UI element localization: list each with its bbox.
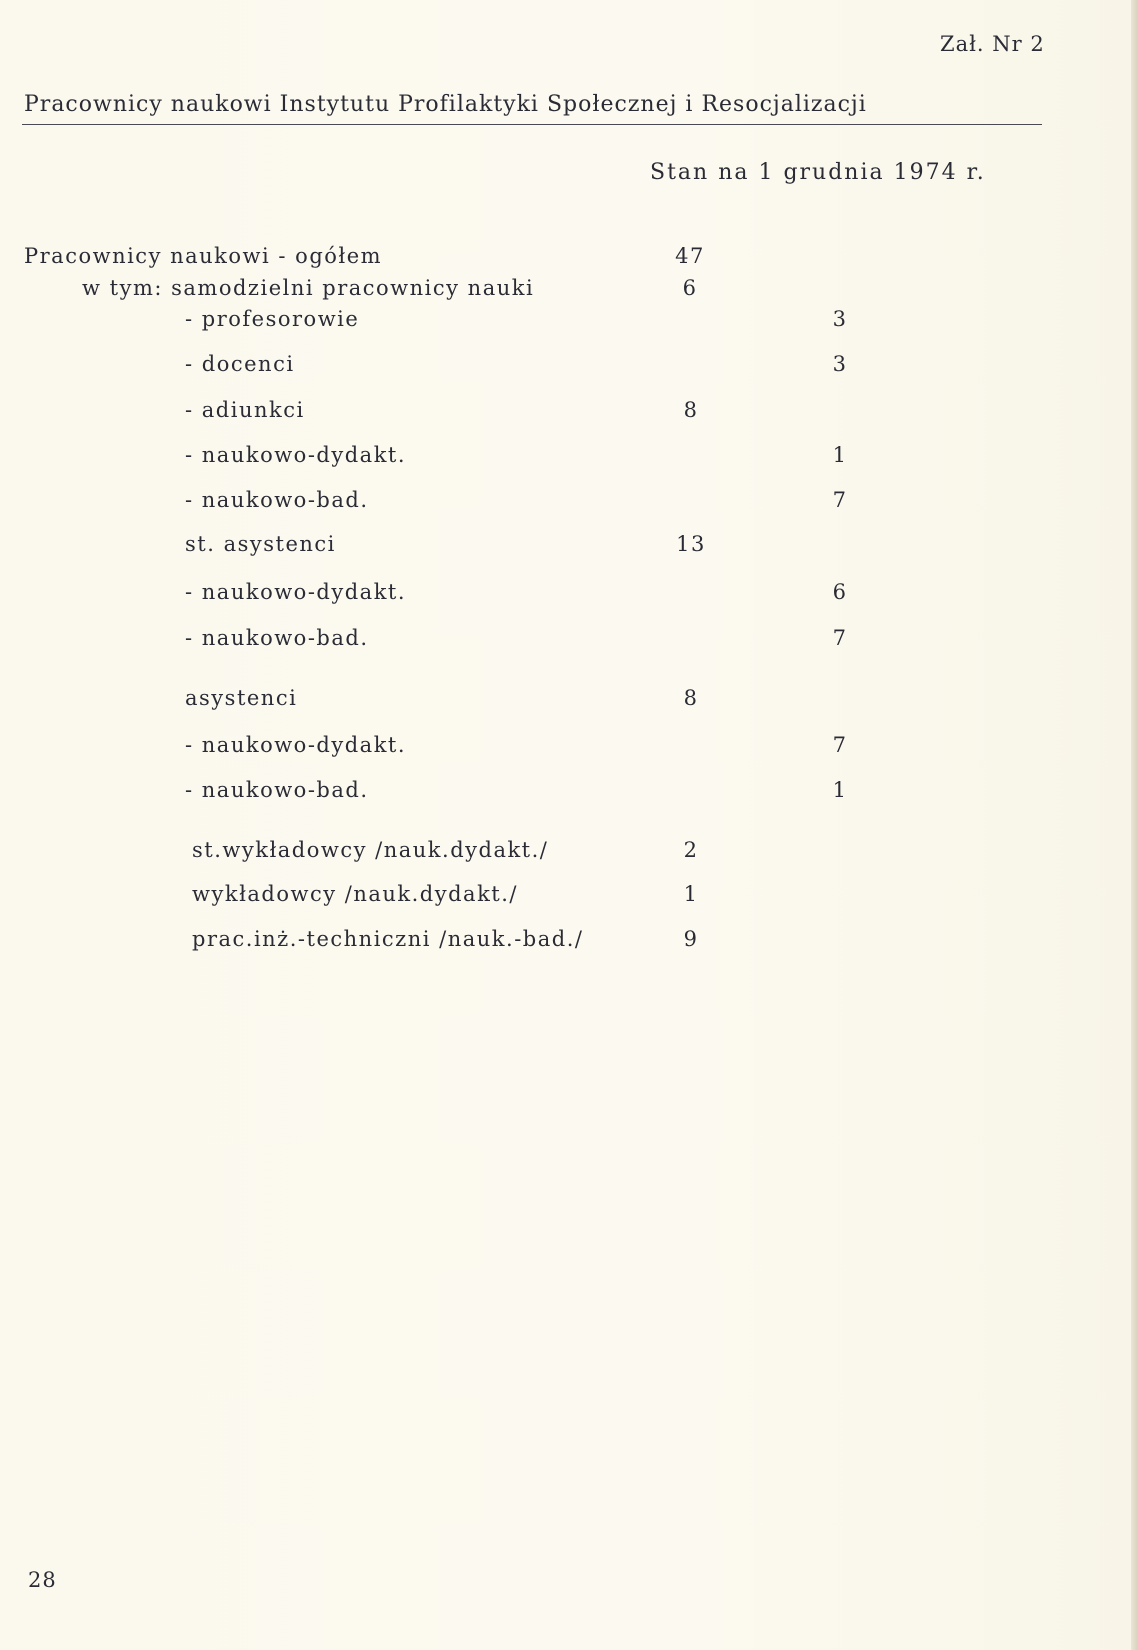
- table-row: [185, 778, 1085, 806]
- row-subtotal: 1: [832, 443, 848, 467]
- table-row: [185, 488, 1085, 516]
- row-label: wykładowcy /nauk.dydakt./: [192, 882, 518, 906]
- row-label: st.wykładowcy /nauk.dydakt./: [192, 838, 549, 862]
- row-total: 8: [683, 686, 699, 710]
- table-row: [185, 352, 1085, 380]
- row-label: st. asystenci: [185, 532, 336, 556]
- table-row: [24, 244, 924, 272]
- row-label: - profesorowie: [185, 307, 360, 331]
- row-label: - adiunkci: [185, 398, 305, 422]
- row-label: - naukowo-dydakt.: [185, 733, 407, 757]
- table-row: [192, 882, 1092, 910]
- row-subtotal: 6: [832, 580, 848, 604]
- page-number: 28: [28, 1568, 57, 1592]
- row-subtotal: 3: [832, 307, 848, 331]
- row-total: 8: [683, 398, 699, 422]
- row-subtotal: 7: [832, 626, 848, 650]
- row-total: 13: [676, 532, 706, 556]
- table-row: [82, 276, 982, 304]
- row-total: 6: [682, 276, 698, 300]
- table-row: [192, 838, 1092, 866]
- row-label: - naukowo-dydakt.: [185, 580, 407, 604]
- table-row: [185, 443, 1085, 471]
- table-row: [192, 927, 1092, 955]
- row-label: asystenci: [185, 686, 298, 710]
- row-subtotal: 3: [832, 352, 848, 376]
- document-date: Stan na 1 grudnia 1974 r.: [650, 160, 986, 185]
- table-row: [185, 580, 1085, 608]
- table-row: [185, 626, 1085, 654]
- row-label: - docenci: [185, 352, 295, 376]
- row-label: - naukowo-bad.: [185, 778, 369, 802]
- page-edge-shadow: [1131, 0, 1137, 1650]
- row-total: 9: [683, 927, 699, 951]
- attachment-number: Zał. Nr 2: [940, 32, 1045, 56]
- table-row: [185, 532, 1085, 560]
- row-label: w tym: samodzielni pracownicy nauki: [82, 276, 535, 300]
- table-row: [185, 686, 1085, 714]
- row-subtotal: 7: [832, 733, 848, 757]
- row-label: prac.inż.-techniczni /nauk.-bad./: [192, 927, 584, 951]
- row-label: - naukowo-bad.: [185, 488, 369, 512]
- row-label: - naukowo-dydakt.: [185, 443, 407, 467]
- table-row: [185, 398, 1085, 426]
- title-underline: [22, 124, 1042, 125]
- table-row: [185, 733, 1085, 761]
- row-subtotal: 7: [832, 488, 848, 512]
- row-total: 2: [683, 838, 699, 862]
- row-total: 1: [683, 882, 699, 906]
- table-row: [185, 307, 1085, 335]
- row-label: Pracownicy naukowi - ogółem: [24, 244, 383, 268]
- document-title: Pracownicy naukowi Instytutu Profilaktyki Społecznej i Resocjalizacji: [24, 92, 867, 117]
- row-subtotal: 1: [832, 778, 848, 802]
- row-total: 47: [675, 244, 705, 268]
- row-label: - naukowo-bad.: [185, 626, 369, 650]
